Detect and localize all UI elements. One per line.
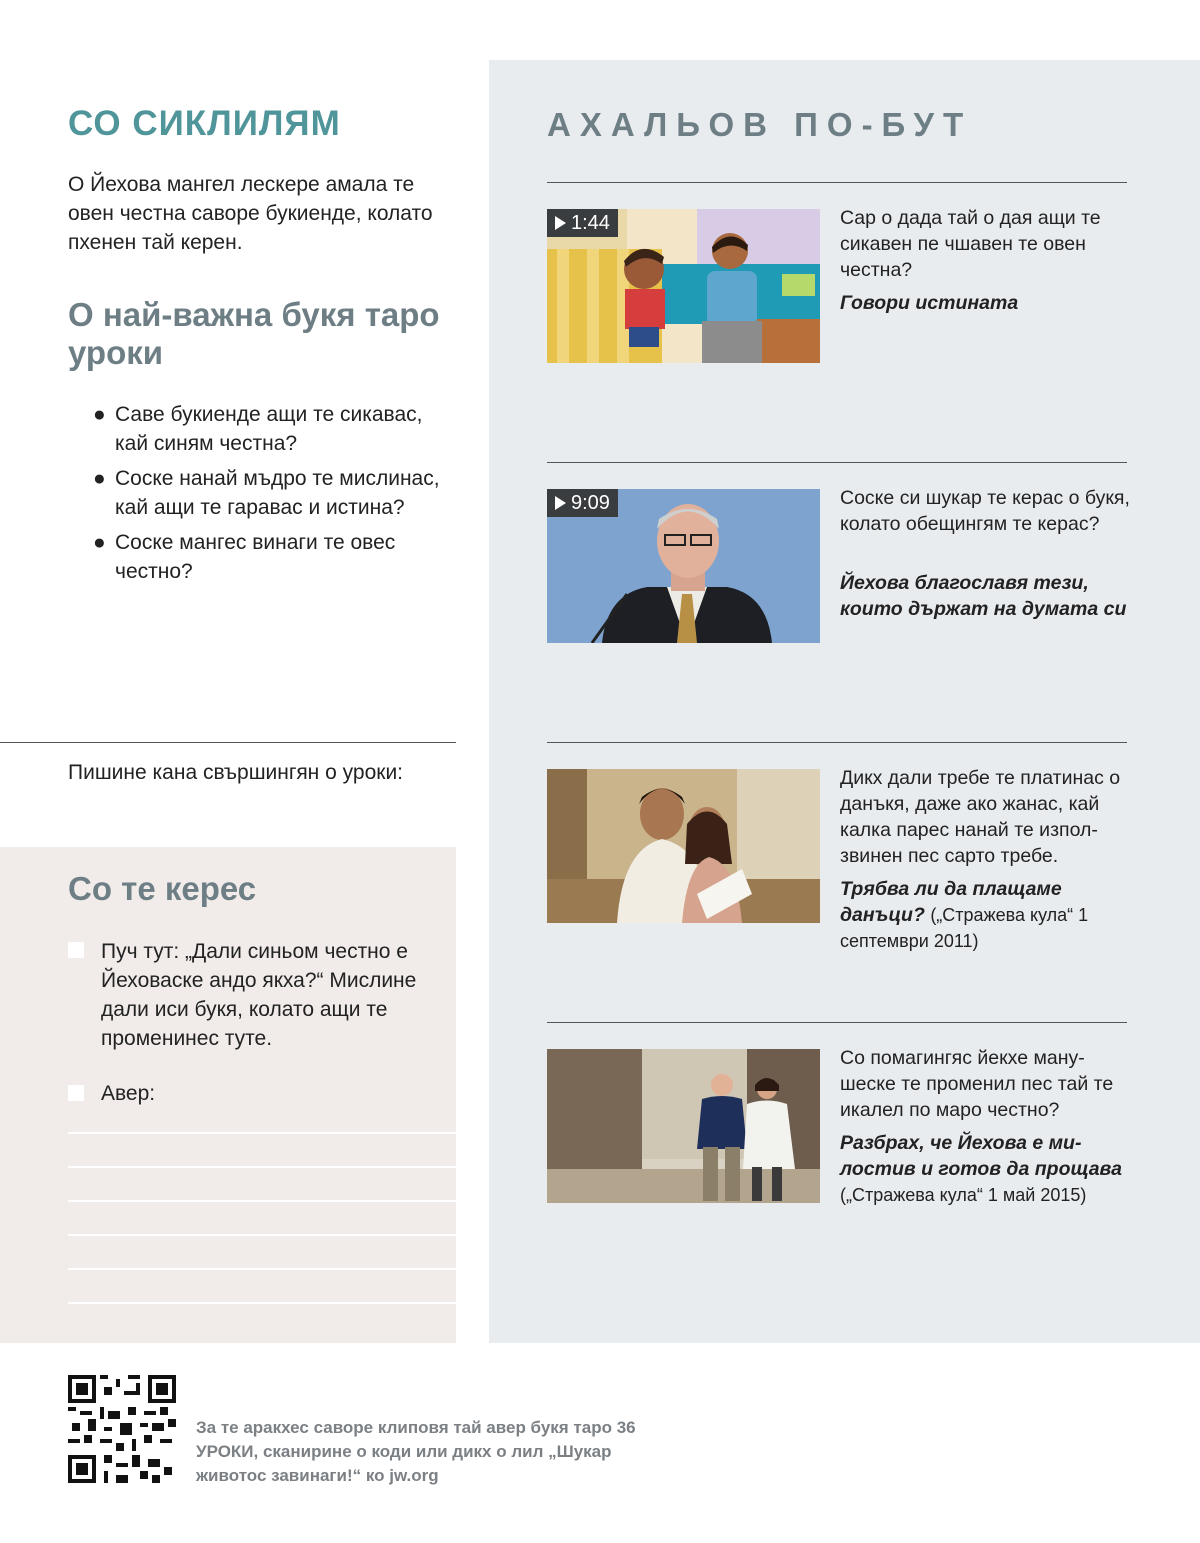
footer-text: За те аракхес саворе клиповя тай авер букя таро 36 УРОКИ, сканирине о коди или дикх о лил „Шукар животос завинаги!“ ко jw.org [196, 1418, 636, 1485]
article-source: („Стражева кула“ 1 септември 2011) [840, 905, 1089, 951]
checkbox-icon[interactable] [68, 1085, 84, 1101]
review-question: ● Соске мангес винаги те овес честно? [93, 528, 443, 586]
play-icon [555, 216, 566, 230]
writing-line[interactable] [68, 1132, 456, 1134]
qr-code[interactable] [68, 1375, 176, 1483]
video-thumbnail[interactable] [547, 489, 820, 643]
writing-line[interactable] [68, 1302, 456, 1304]
review-heading: О най-важна букя таро уроки [68, 296, 440, 371]
play-icon [555, 496, 566, 510]
video-question: Сар о дада тай о дая ащи те сикавен пе чшавен те овен честна? [840, 207, 1101, 281]
duration-badge: 9:09 [547, 489, 618, 517]
divider [547, 462, 1127, 463]
writing-line[interactable] [68, 1200, 456, 1202]
couple-paperwork-image [547, 769, 820, 923]
divider [0, 742, 456, 743]
divider [547, 182, 1127, 183]
video-thumbnail[interactable] [547, 209, 820, 363]
learned-text: О Йехова мангел лескере амала те овен честна саворе букиенде, колато пхенен тай керен. [68, 173, 433, 254]
article-source: („Стражева кула“ 1 май 2015) [840, 1185, 1087, 1205]
article-question: Со помагингяс йекхе ману-шеске те променил пес тай те икалел по маро честно? [840, 1047, 1114, 1121]
video-question: Соске си шукар те керас о букя, колато обещингям те керас? [840, 487, 1130, 535]
article-image[interactable] [547, 769, 820, 923]
bullet-icon: ● [93, 467, 106, 490]
try-item: Авер: [101, 1082, 156, 1105]
bullet-icon: ● [93, 531, 106, 554]
try-item: Пуч тут: „Дали синьом честно е Йеховаске андо якха?“ Мислине дали иси букя, колато ащи те променинес туте. [101, 940, 417, 1050]
write-prompt: Пишине кана свършингян о уроки: [68, 761, 404, 784]
divider [547, 1022, 1127, 1023]
video-title[interactable]: Говори истината [840, 292, 1019, 314]
article-title[interactable]: Йехова благославя тези, които държат на думата си [840, 572, 1127, 620]
article-question: Дикх дали требе те платинас о данъкя, даже ако жанас, кай калка парес нанай те изпол-звинен пес сарто требе. [840, 767, 1121, 867]
writing-line[interactable] [68, 1268, 456, 1270]
checkbox-icon[interactable] [68, 942, 84, 958]
divider [547, 742, 1127, 743]
duration-badge: 1:44 [547, 209, 618, 237]
writing-line[interactable] [68, 1166, 456, 1168]
article-image[interactable] [547, 1049, 820, 1203]
explore-heading: АХАЛЬОВ ПО-БУТ [547, 106, 973, 143]
article-title[interactable]: Разбрах, че Йехова е ми-лостив и готов да прощава („Стражева кула“ 1 май 2015) [840, 1132, 1122, 1205]
learned-heading: СО СИКЛИЛЯМ [68, 104, 341, 143]
review-question: ● Соске нанай мъдро те мислинас, кай ащи те гаравас и истина? [93, 464, 443, 522]
bullet-icon: ● [93, 403, 106, 426]
article-title[interactable]: Трябва ли да плащаме данъци? („Стражева кула“ 1 септември 2011) [840, 878, 1089, 951]
writing-line[interactable] [68, 1234, 456, 1236]
review-question-list [93, 400, 443, 592]
couple-street-image [547, 1049, 820, 1203]
try-heading: Со те керес [68, 870, 257, 907]
review-question: ● Саве букиенде ащи те сикавас, кай синям честна? [93, 400, 443, 458]
